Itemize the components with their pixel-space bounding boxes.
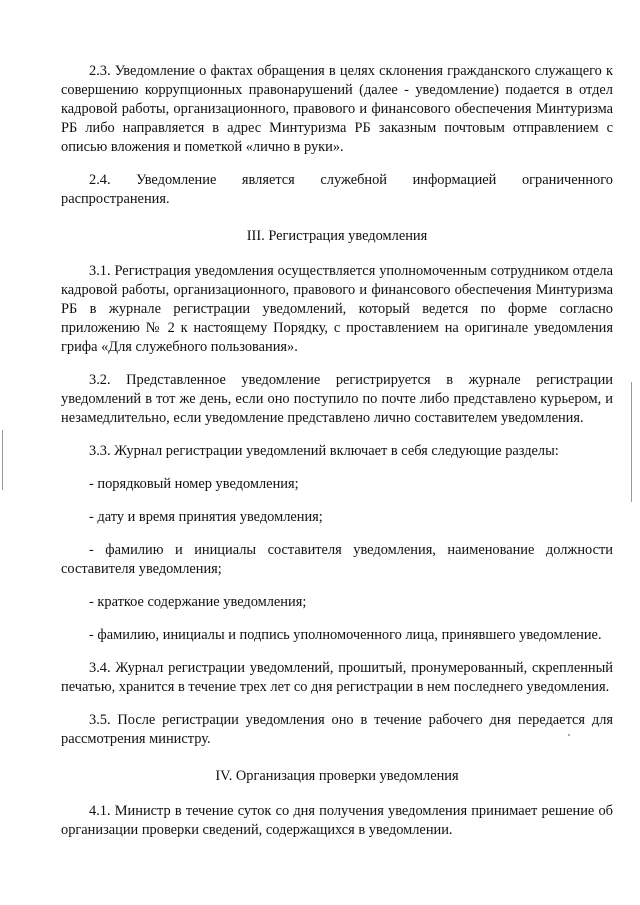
list-item: - дату и время принятия уведомления;	[89, 509, 323, 525]
paragraph-4-1: 4.1. Министр в течение суток со дня получения уведомления принимает решение об организации проверки сведений, содержащихся в уведомлении.	[61, 803, 613, 838]
section-heading-4: IV. Организация проверки уведомления	[215, 768, 459, 784]
paragraph-2-4: 2.4. Уведомление является служебной информацией ограниченного распространения.	[61, 172, 613, 207]
paragraph-3-4: 3.4. Журнал регистрации уведомлений, прошитый, пронумерованный, скрепленный печатью, хранится в течение трех лет со дня регистрации в нем последнего уведомления.	[61, 660, 613, 695]
scan-artifact-right	[631, 382, 632, 502]
section-heading-3: III. Регистрация уведомления	[246, 228, 428, 244]
list-item: - фамилию и инициалы составителя уведомления, наименование должности составителя уведомления;	[61, 542, 613, 577]
scan-artifact-left	[2, 430, 3, 490]
paragraph-3-3: 3.3. Журнал регистрации уведомлений включает в себя следующие разделы:	[89, 443, 559, 459]
paragraph-3-5: 3.5. После регистрации уведомления оно в течение рабочего дня передается для рассмотрения министру.	[61, 712, 613, 747]
list-item: - фамилию, инициалы и подпись уполномоченного лица, принявшего уведомление.	[89, 627, 602, 643]
paragraph-2-3: 2.3. Уведомление о фактах обращения в целях склонения гражданского служащего к совершению коррупционных правонарушений (далее - уведомление) подается в отдел кадровой работы, организационного, правового и финансового обеспечения Минтуризма РБ либо направляется в адрес Минтуризма РБ заказным почтовым отправлением с описью вложения и пометкой «лично в руки».	[61, 63, 613, 155]
paragraph-3-2: 3.2. Представленное уведомление регистрируется в журнале регистрации уведомлений в тот же день, если оно поступило по почте либо представлено курьером, и незамедлительно, если уведомление представлено лично составителем уведомления.	[61, 372, 613, 426]
list-item: - порядковый номер уведомления;	[89, 476, 299, 492]
list-item: - краткое содержание уведомления;	[89, 594, 307, 610]
paragraph-3-1: 3.1. Регистрация уведомления осуществляется уполномоченным сотрудником отдела кадровой работы, организационного, правового и финансового обеспечения Минтуризма РБ в журнале регистрации уведомлений, который ведется по форме согласно приложению № 2 к настоящему Порядку, с проставлением на оригинале уведомления грифа «Для служебного пользования».	[61, 263, 613, 355]
document-body	[61, 62, 613, 840]
